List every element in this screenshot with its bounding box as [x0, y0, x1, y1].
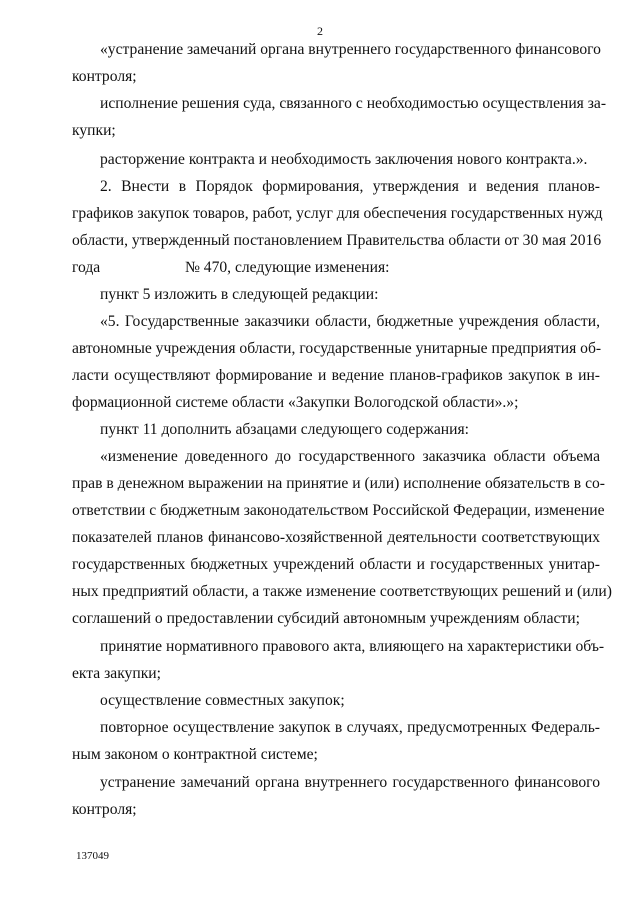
text-line: показателей планов финансово-хозяйственной деятельности соответствующих	[72, 529, 600, 546]
text-line: расторжение контракта и необходимость заключения нового контракта.».	[100, 151, 588, 168]
text-line: 2. Внести в Порядок формирования, утверждения и ведения планов-	[100, 178, 600, 195]
text-line: исполнение решения суда, связанного с необходимостью осуществления за-	[100, 95, 607, 112]
text-line: пункт 5 изложить в следующей редакции:	[100, 286, 379, 303]
text-line: «устранение замечаний органа внутреннего государственного финансового	[100, 41, 601, 58]
text-line: области, утвержденный постановлением Правительства области от 30 мая 2016	[72, 232, 602, 249]
text-line: ных предприятий области, а также изменение соответствующих решений и (или)	[72, 583, 612, 600]
text-line: ответствии с бюджетным законодательством Российской Федерации, изменение	[72, 502, 605, 519]
text-line: графиков закупок товаров, работ, услуг для обеспечения государственных нужд	[72, 205, 603, 222]
text-line: «изменение доведенного до государственного заказчика области объема	[100, 448, 600, 465]
text-line: ласти осуществляют формирование и ведение планов-графиков закупок в ин-	[72, 367, 600, 384]
text-line: принятие нормативного правового акта, влияющего на характеристики объ-	[100, 638, 605, 655]
text-line: повторное осуществление закупок в случаях, предусмотренных Федераль-	[100, 719, 600, 736]
text-line: формационной системе области «Закупки Вологодской области».»;	[72, 394, 519, 411]
document-id: 137049	[76, 850, 109, 862]
text-line: «5. Государственные заказчики области, бюджетные учреждения области,	[100, 313, 600, 330]
text-line: № 470, следующие изменения:	[185, 259, 390, 276]
text-line: купки;	[72, 122, 116, 139]
text-line: екта закупки;	[72, 665, 161, 682]
text-line: года	[72, 259, 101, 276]
page-number: 2	[317, 24, 323, 38]
text-line: автономные учреждения области, государственные унитарные предприятия об-	[72, 340, 602, 357]
text-line: осуществление совместных закупок;	[100, 692, 345, 709]
text-line: пункт 11 дополнить абзацами следующего содержания:	[100, 421, 470, 438]
text-line: контроля;	[72, 68, 137, 85]
text-line: ным законом о контрактной системе;	[72, 746, 318, 763]
text-line: прав в денежном выражении на принятие и (или) исполнение обязательств в со-	[72, 475, 605, 492]
text-line: контроля;	[72, 801, 137, 818]
text-line: устранение замечаний органа внутреннего государственного финансового	[100, 774, 600, 791]
text-line: государственных бюджетных учреждений области и государственных унитар-	[72, 556, 600, 573]
text-line: соглашений о предоставлении субсидий автономным учреждениям области;	[72, 610, 580, 627]
